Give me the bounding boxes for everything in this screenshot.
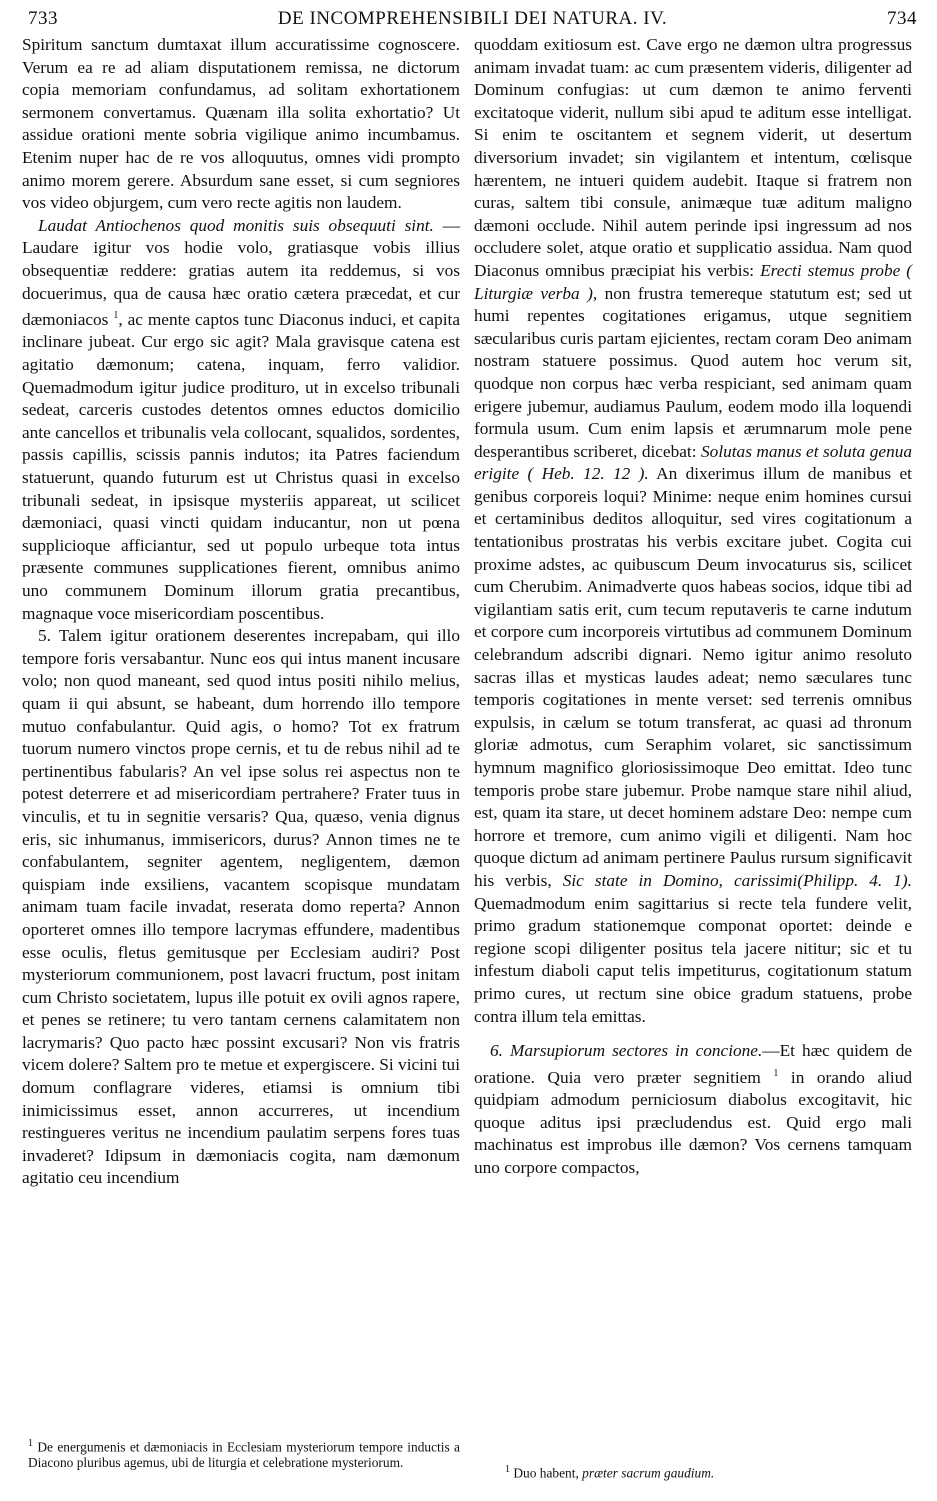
paragraph: [22, 215, 460, 625]
paragraph-text: in orando aliud quidpiam admodum perniciosum diabolus excogitavit, hic quoque aditus ipsi præcludendus est. Quid ergo mali machinatus est improbus ille dæmon? Vos cernens tamquam uno corpore compactos,: [474, 1067, 912, 1177]
paragraph: 5. Talem igitur orationem deserentes increpabam, qui illo tempore foris versabantur. Nunc eos qui intus manent incusare volo; non quod maneant, sed quod intus positi nihilo melius, quam ii qui absunt, se habeant, dum horrendo illo tempore mutuo confabulantur. Quid agis, o homo? Tot ex fratrum tuorum numero vinctos prope cernis, et tu de rebus nihil ad te pertinentibus fabularis? An vel ipse solus rei aspectus non te potest deterrere et ad misericordiam pertrahere? Frater tuus in vinculis, et tu in segnitie versaris? Qua, quæso, venia dignus eris, sic inhumanus, immisericors, durus? Annon times ne te confabulantem, segniter agentem, negligentem, dæmon quispiam inde exsiliens, vacantem scopisque mundatam animam tuam facile invadat, reserata domo reperta? Annon oporteret omnes illo tempore lacrymas effundere, madentibus esse oculis, fletus gemitusque per Ecclesiam audiri? Post mysteriorum communionem, post lavacri fructum, post initam cum Christo societatem, lupus ille potuit ex ovili agnos rapere, et penes se retinere; tu vero tantam cernens calamitatem non lacrymaris? Quo pacto hæc possint excusari? Non vis fratris vicem dolere? Saltem pro te metue et expergiscere. Si vicini tui domum conflagrare videres, etiamsi is omnium tibi inimicissimus esset, annon accurreres, ut incendium restingueres veritus ne incendium paulatim serpens fores tuas invaderet? Idipsum in dæmoniacis cogita, nam dæmonum agitatio ceu incendium: [22, 626, 460, 1188]
running-title: DE INCOMPREHENSIBILI DEI NATURA. IV.: [277, 8, 668, 29]
footnote-number: 1: [28, 1438, 33, 1449]
citation: ( Heb. 12. 12 ).: [527, 464, 649, 484]
footnote-marker: 1: [113, 310, 119, 322]
paragraph-text: non frustra temereque statutum est; sed ut humi repentes cogitationes erigamus, utque segnitiem sæcularibus curis partam ejicientes, rectam coram Deo animam nostram statuere possimus. Quod autem hoc verum sit, quodque non corpus hæc verba respiciant, sed animam quam erigere jubemur, audiamus Paulum, eodem modo illa loquendi formula usum. Cum enim lapsis et ærumnarum mole pene desperantibus scriberet, dicebat:: [474, 283, 912, 461]
footnote-marker: 1: [773, 1067, 779, 1079]
footnote-right: [505, 1462, 905, 1481]
footnote-italic-text: præter sacrum gaudium.: [582, 1465, 715, 1481]
right-column: [474, 34, 912, 1179]
citation: (Philipp. 4. 1).: [797, 870, 912, 890]
section-heading: Laudat Antiochenos quod monitis suis obsequuti sint.: [38, 215, 434, 235]
left-column: [22, 34, 460, 1190]
paragraph: [474, 34, 912, 1028]
running-header: [28, 8, 917, 34]
paragraph-text: — Laudare igitur vos hodie volo, gratiasque vobis illius obsequentiæ reddere: gratias autem ita reddemus, si vos docuerimus, qua de causa hæc oratio cætera præcedat, et cur dæmoniacos: [22, 215, 460, 329]
citation: ( Liturgiæ verba ),: [474, 260, 912, 303]
paragraph: Spiritum sanctum dumtaxat illum accuratissime cognoscere. Verum ea re ad aliam disputationem remissa, ne dictorum copia memoriam confundamus, ad solitam exhortationem sermonem convertamus. Quænam illa solita exhortatio? Ut assidue orationi mente sobria vigilique animo incumbamus. Etenim nuper hac de re vos alloquutus, omnes vidi prompto animo morem gerere. Absurdum sane esset, si cum segniores vos video objurgem, cum vero recte agitis non laudem.: [22, 35, 460, 213]
quotation: Erecti stemus probe: [760, 260, 901, 280]
footnote-number: 1: [505, 1464, 510, 1475]
paragraph-text: Quemadmodum enim sagittarius si recte tela fundere velit, primo gradum stationemque componat oportet: deinde e regione scopi diligenter positus tela jacere nititur; sic et tu infestum diaboli caput telis impetiturus, cogitationum statum primo cures, ut rectum sine obice gradum statuens, probe contra illum tela emittas.: [474, 893, 912, 1026]
paragraph: [474, 1040, 912, 1179]
paragraph-text: An dixerimus illum de manibus et genibus corporeis loqui? Minime: neque enim homines cursui et certaminibus deditos alloquitur, sed vires cogitationum a tentationibus prostratas his verbis excitare jubet. Cogita cui proxime adstes, ac quibuscum Deum invocaturus sis, scilicet cum Cherubim. Animadverte quos habeas socios, idque tibi ad vigilantiam satis erit, cum tecum reputaveris te carne indutum et corpore cum incorporeis virtutibus ad communem Dominum celebrandum adscribi dignari. Nemo igitur animo resoluto sacras illas et mysticas laudes adeat; nemo sæculares tunc temporis cogitationes in mente verset: sed terrenis omnibus expulsis, in cælum se totum transferat, ac quasi ad thronum gloriæ admotus, cum Seraphim volaret, sic sanctissimum hymnum magnifico gloriosissimoque Deo emittat. Ideo tunc temporis probe stare jubemur. Probe namque stare nihil aliud, est, quam ita stare, ut decet hominem adstare Deo: nempe cum horrore et tremore, cum animo vigili et diligenti. Nam hoc quoque dictum ad animam pertinere Paulus rursum significavit his verbis,: [474, 464, 912, 890]
paragraph-text: , ac mente captos tunc Diaconus induci, et capita inclinare jubeat. Cur ergo sic agit? Mala gravisque catena est agitatio dæmonum; catena, inquam, ferro validior. Quemadmodum igitur judice prodituro, ut in excelso tribunali sedeat, carceris custodes detentos omnes eductos domicilio ante cancellos et tribunalis vela collocant, squalidos, sordentes, passis capillis, scissis pannis indutos; ita Patres faciendum statuerunt, quando futurum est ut Christus quasi in excelso tribunali sedeat, in ipsisque mysteriis appareat, ut scilicet dæmoniaci, quasi vincti quidam inducantur, non ut pœna supplicioque afficiantur, sed ut populo urbeque tota intus præsente communes supplicationes fierent, omnibus animo uno communem Dominum illorum gratia precantibus, magnaque voce misericordiam poscentibus.: [22, 309, 461, 623]
page-number-right: 734: [887, 8, 917, 29]
page-number-left: 733: [28, 8, 58, 29]
footnote-text: De energumenis et dæmoniacis in Ecclesiam mysteriorum tempore inductis a Diacono pluribus agemus, ubi de liturgia et celebratione mysteriorum.: [28, 1439, 460, 1470]
footnote-text: Duo habent,: [513, 1465, 583, 1481]
paragraph-text: —Et hæc quidem de oratione. Quia vero præter segnitiem: [474, 1041, 913, 1087]
quotation: Solutas manus et soluta genua erigite: [474, 441, 912, 484]
section-heading: 6. Marsupiorum sectores in concione.: [490, 1041, 763, 1061]
footnote-left: [28, 1436, 460, 1470]
paragraph-text: quoddam exitiosum est. Cave ergo ne dæmon ultra progressus animam invadat tuam: ac cum præsentem videris, diligenter ad Dominum confugias: ut cum dæmon te animo ferventi excitatoque viderit, nullum sibi apud te aditum esse intelligat. Si enim te oscitantem et segnem viderit, ut desertum diversorium invadet; sin vigilantem et intentum, cœlisque hærentem, ne intueri quidem audebit. Itaque si fratrem non curas, saltem tibi consule, animæque tuæ aditum maligno dæmoni occlude. Nihil autem perinde ipsi ingressum ad nos occludere solet, atque oratio et supplicatio assidua. Nam quod Diaconus omnibus præcipiat his verbis:: [474, 35, 912, 280]
quotation: Sic state in Domino, carissimi: [562, 870, 798, 890]
